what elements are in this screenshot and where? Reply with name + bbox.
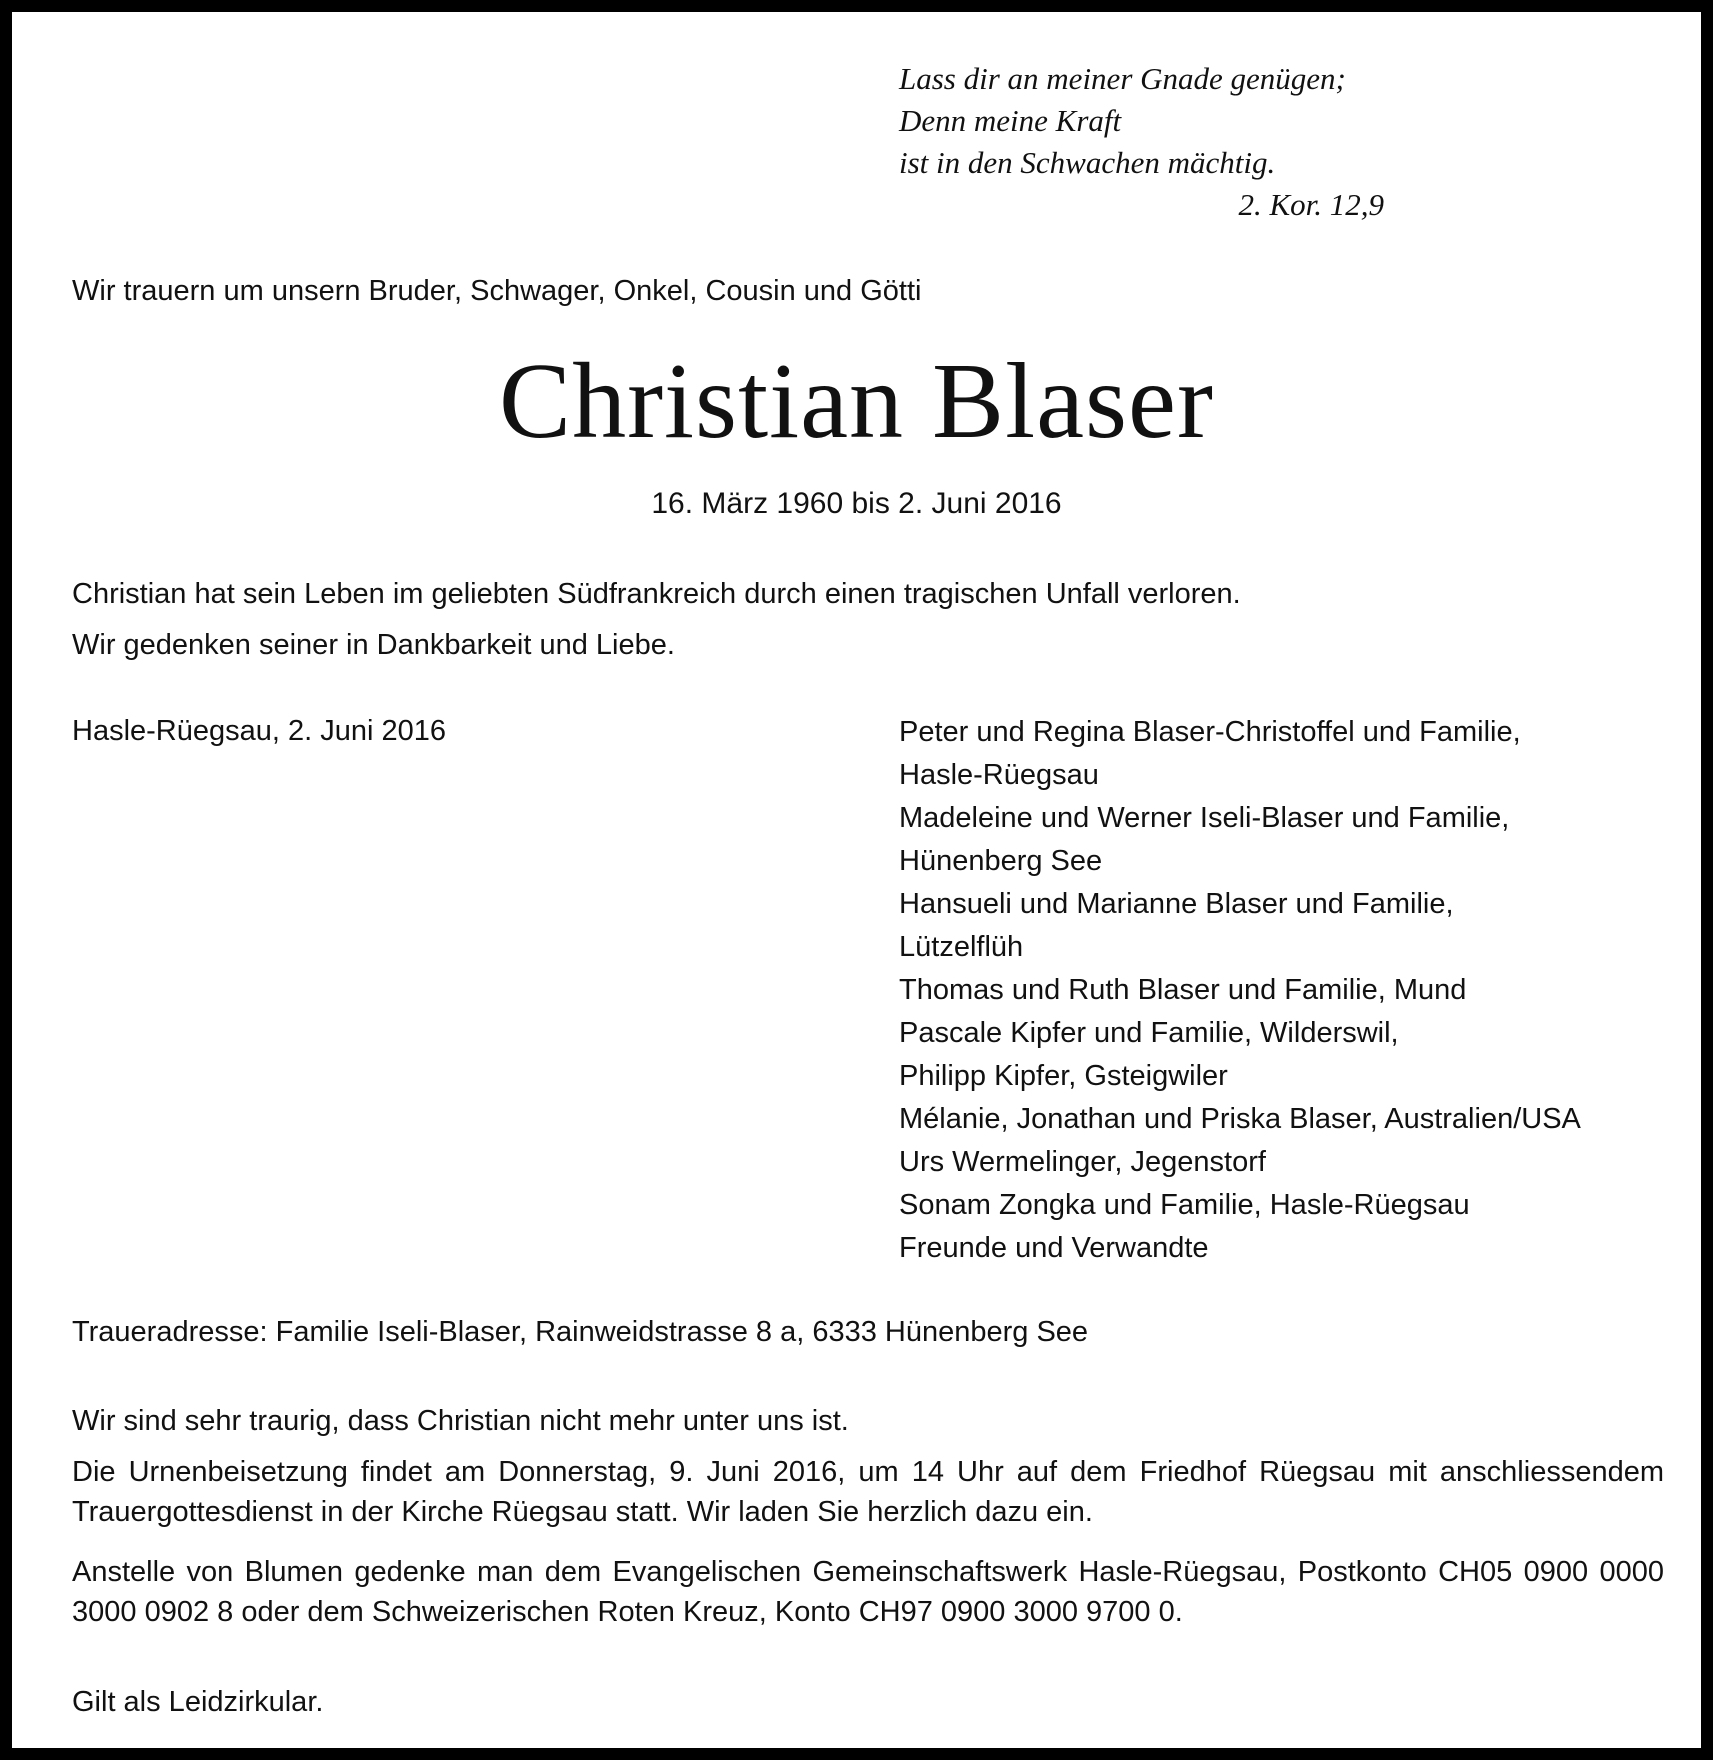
intro-text: Wir trauern um unsern Bruder, Schwager, Onkel, Cousin und Götti	[72, 275, 922, 307]
verse-line: Lass dir an meiner Gnade genügen;	[899, 61, 1346, 96]
circular-note: Gilt als Leidzirkular.	[72, 1686, 324, 1718]
mourner-line: Madeleine und Werner Iseli-Blaser und Familie,	[899, 802, 1510, 834]
tribute-line: Wir gedenken seiner in Dankbarkeit und Liebe.	[72, 629, 675, 661]
mourner-line: Urs Wermelinger, Jegenstorf	[899, 1146, 1266, 1178]
mourning-address: Traueradresse: Familie Iseli-Blaser, Rainweidstrasse 8 a, 6333 Hünenberg See	[72, 1316, 1089, 1348]
mourner-line: Hünenberg See	[899, 845, 1103, 877]
mourner-line: Pascale Kipfer und Familie, Wilderswil,	[899, 1017, 1399, 1049]
mourner-line: Peter und Regina Blaser-Christoffel und Familie,	[899, 716, 1521, 748]
closing-sad: Wir sind sehr traurig, dass Christian nicht mehr unter uns ist.	[72, 1405, 849, 1437]
mourner-line: Lützelflüh	[899, 931, 1024, 963]
ceremony-details: Die Urnenbeisetzung findet am Donnerstag, 9. Juni 2016, um 14 Uhr auf dem Friedhof Rüegsau mit anschliessendem Trauergottesdienst in der Kirche Rüegsau statt. Wir laden Sie herzlich dazu ein.	[72, 1456, 1664, 1528]
mourner-line: Hasle-Rüegsau	[899, 759, 1099, 791]
place-and-date: Hasle-Rüegsau, 2. Juni 2016	[72, 715, 447, 747]
mourner-line: Mélanie, Jonathan und Priska Blaser, Australien/USA	[899, 1103, 1581, 1135]
tribute-line: Christian hat sein Leben im geliebten Südfrankreich durch einen tragischen Unfall verloren.	[72, 578, 1241, 610]
bible-verse	[899, 58, 1384, 226]
mourner-line: Thomas und Ruth Blaser und Familie, Mund	[899, 974, 1467, 1006]
donation-note: Anstelle von Blumen gedenke man dem Evangelischen Gemeinschaftswerk Hasle-Rüegsau, Postkonto CH05 0900 0000 3000 0902 8 oder dem Schweizerischen Roten Kreuz, Konto CH97 0900 3000 9700 0.	[72, 1556, 1664, 1628]
life-dates: 16. März 1960 bis 2. Juni 2016	[651, 487, 1062, 520]
verse-line: Denn meine Kraft	[899, 103, 1122, 138]
mourner-line: Philipp Kipfer, Gsteigwiler	[899, 1060, 1228, 1092]
verse-line: ist in den Schwachen mächtig.	[899, 145, 1276, 180]
deceased-name: Christian Blaser	[499, 342, 1214, 461]
verse-reference: 2. Kor. 12,9	[1238, 187, 1384, 222]
mourners-list	[899, 711, 1689, 1270]
mourner-line: Sonam Zongka und Familie, Hasle-Rüegsau	[899, 1189, 1470, 1221]
mourner-line: Freunde und Verwandte	[899, 1232, 1209, 1264]
mourner-line: Hansueli und Marianne Blaser und Familie,	[899, 888, 1454, 920]
